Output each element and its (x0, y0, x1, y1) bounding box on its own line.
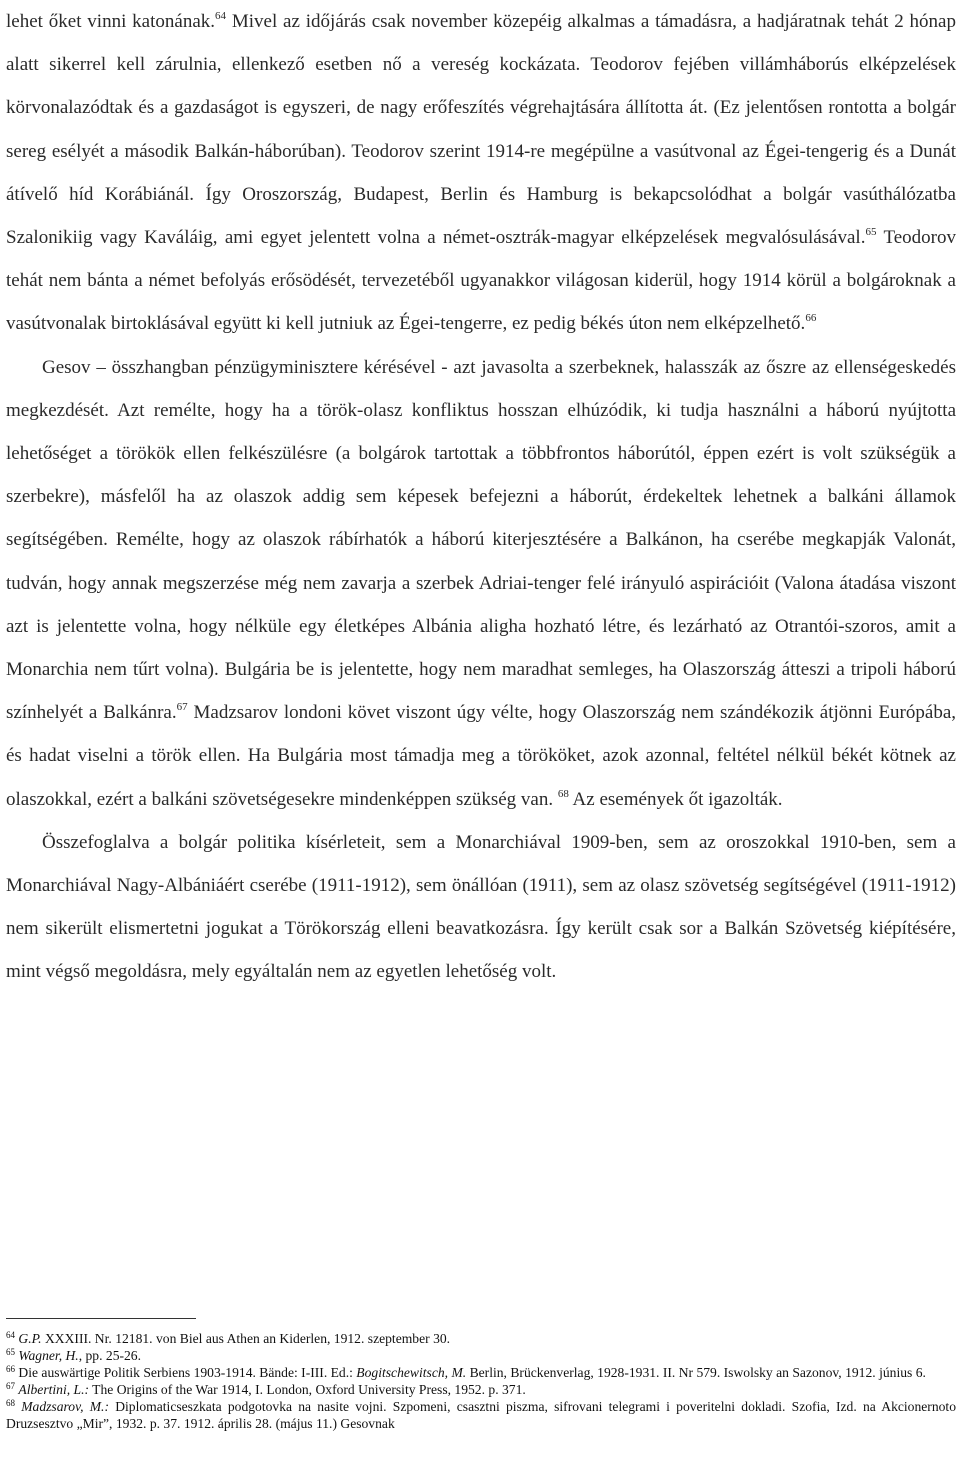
footnote-ref: 68 (557, 787, 569, 800)
footnote (6, 1347, 956, 1364)
footnote-divider (6, 1318, 196, 1319)
author-name: G.P. (18, 1331, 42, 1346)
author-name: Madzsarov, M.: (21, 1399, 109, 1414)
footnote (6, 1381, 956, 1398)
footnotes (6, 1330, 956, 1432)
footnote (6, 1330, 956, 1347)
paragraph (6, 0, 956, 346)
text-run: Gesov – összhangban pénzügyminisztere kérésével - azt javasolta a szerbeknek, halasszák az őszre az ellenségeskedés megkezdését. Azt remélte, hogy ha a török-olasz konfliktus hosszan elhúzódik, ki tudja használni a háború nyújtotta lehetőséget a törökök ellen felkészülésre (a bolgárok tartottak a többfrontos háborútól, éppen ezért is volt szükségük a szerbekre), másfelől ha az olaszok addig sem képesek befejezni a háborút, érdekeltek lehetnek a balkáni államok segítségében. Remélte, hogy az olaszok rábírhatók a háború kiterjesztésére a Balkánon, ha cserébe megkapják Valonát, tudván, hogy annak megszerzése még nem zavarja a szerbek Adriai-tenger felé irányuló aspirációit (Valona átadása viszont azt is jelentette volna, hogy nélküle egy életképes Albánia aligha hozható létre, és lezárható az Otrantói-szoros, amit a Monarchia nem tűrt volna). Bulgária be is jelentette, hogy nem maradhat semleges, ha Olaszország átteszi a tripoli háború színhelyét a Balkánra. (6, 356, 956, 724)
text-run: Die auswärtige Politik Serbiens 1903-1914. Bände: I-III. Ed.: (18, 1365, 357, 1380)
author-name: Wagner, H. (18, 1348, 79, 1363)
text-run: Összefoglalva a bolgár politika kísérleteit, sem a Monarchiával 1909-ben, sem az oroszokkal 1910-ben, sem a Monarchiával Nagy-Albániáért cserébe (1911-1912), sem önállóan (1911), sem az olasz szövetség segítségével (1911-1912) nem sikerült elismertetni jogukat a Törökország elleni beavatkozásra. Így került csak sor a Balkán Szövetség kiépítésére, mint végső megoldásra, mely egyáltalán nem az egyetlen lehetőség volt. (6, 831, 956, 983)
text-run: Az események őt igazolták. (568, 788, 783, 810)
text-run: , pp. 25-26. (78, 1348, 142, 1363)
text-run: The Origins of the War 1914, I. London, Oxford University Press, 1952. p. 371. (89, 1382, 526, 1397)
footnote-number: 65 (6, 1347, 15, 1357)
footnote (6, 1398, 956, 1432)
body-text (6, 0, 956, 994)
footnote-number: 64 (6, 1330, 15, 1340)
text-run: Mivel az időjárás csak november közepéig alkalmas a támadásra, a hadjáratnak tehát 2 hónap alatt sikerrel kell zárulnia, ellenkező esetben nő a vereség kockázata. Teodorov fejében villámháborús elképzelések körvonalazódtak és a gazdaságot is egyszeri, de nagy erőfeszítés végrehajtására állította át. (Ez jelentősen rontotta a bolgár sereg esélyét a második Balkán-háborúban). Teodorov szerint 1914-re megépülne a vasútvonal az Égei-tengerig és a Dunát átívelő híd Korábiánál. Így Oroszország, Budapest, Berlin és Hamburg is bekapcsolódhat a bolgár vasúthálózatba Szalonikiig vagy Kaváláig, ami egyet jelentett volna a német-osztrák-magyar elképzelések megvalósulásával. (6, 11, 956, 249)
text-run: Teodorov tehát nem bánta a német befolyás erősödését, tervezetéből ugyanakkor világosan kiderül, hogy 1914 körül a bolgároknak a vasútvonalak birtoklásával együtt ki kell jutniuk az Égei-tengerre, ez pedig békés úton nem elképzelhető. (6, 227, 956, 335)
footnote-ref: 66 (805, 312, 817, 325)
paragraph (6, 346, 956, 821)
footnote-number: 68 (6, 1398, 15, 1408)
footnote (6, 1364, 956, 1381)
text-run: Berlin, Brückenverlag, 1928-1931. II. Nr 579. Iswolsky an Sazonov, 1912. június 6. (466, 1365, 926, 1380)
document-page (6, 0, 956, 994)
footnote-ref: 67 (176, 701, 188, 714)
text-run: lehet őket vinni katonának. (6, 11, 216, 32)
footnote-ref: 65 (865, 226, 877, 239)
footnote-number: 67 (6, 1381, 15, 1391)
author-name: Albertini, L.: (18, 1382, 90, 1397)
footnote-ref: 64 (215, 10, 227, 22)
author-name: Bogitschewitsch, M. (356, 1365, 467, 1380)
text-run: Madzsarov londoni követ viszont úgy vélte, hogy Olaszország nem szándékozik átjönni Európába, és hadat viselni a török ellen. Ha Bulgária most támadja meg a törököket, azok azonnal, feltétel nélkül békét kötnek az olaszokkal, ezért a balkáni szövetségesekre mindenképpen szükség van. (6, 702, 956, 810)
paragraph (6, 821, 956, 994)
text-run: XXXIII. Nr. 12181. von Biel aus Athen an Kiderlen, 1912. szeptember 30. (41, 1331, 451, 1346)
text-run: Diplomaticseszkata podgotovka na nasite vojni. Szpomeni, csasztni piszma, sifrovani telegrami i poveritelni dokladi. Szofia, Izd. na Akcionernoto Druzsesztvo „Mir”, 1932. p. 37. 1912. április 28. (május 11.) Gesovnak (6, 1399, 956, 1431)
footnote-number: 66 (6, 1364, 15, 1374)
